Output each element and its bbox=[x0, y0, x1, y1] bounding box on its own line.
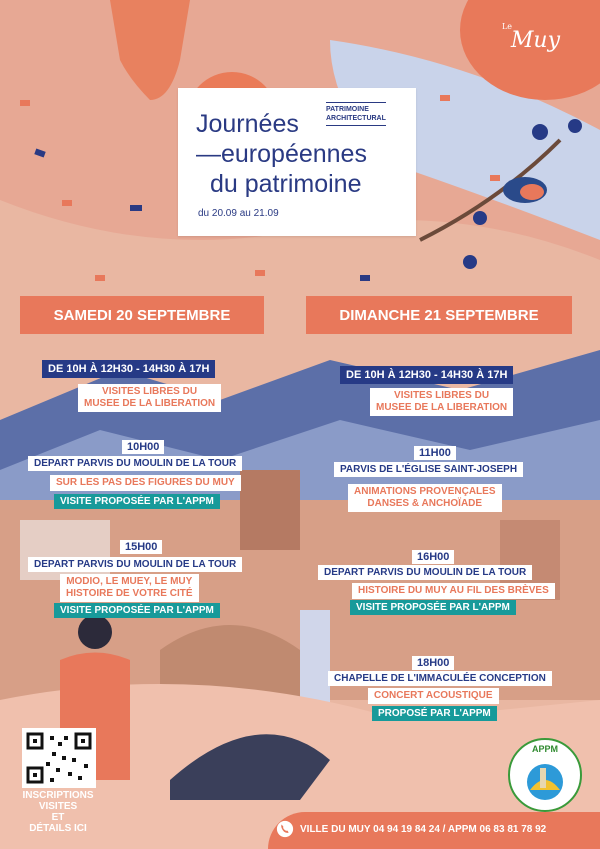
sunday-event3-time: 18H00 bbox=[412, 656, 454, 670]
sunday-event3-title: CONCERT ACOUSTIQUE bbox=[368, 688, 499, 704]
title-category: PATRIMOINE ARCHITECTURAL bbox=[326, 102, 386, 126]
sunday-event2-place: DEPART PARVIS DU MOULIN DE LA TOUR bbox=[318, 565, 532, 580]
phone-icon bbox=[276, 820, 294, 838]
sunday-event3-tag: PROPOSÉ PAR L'APPM bbox=[372, 706, 497, 721]
registration-text: INSCRIPTIONS VISITES ET DÉTAILS ICI bbox=[22, 790, 94, 834]
sunday-event3-place: CHAPELLE DE L'IMMACULÉE CONCEPTION bbox=[328, 671, 552, 686]
footer-contact: VILLE DU MUY 04 94 19 84 24 / APPM 06 83 81 78 92 bbox=[300, 824, 547, 835]
title-line-3: du patrimoine bbox=[210, 170, 362, 198]
sunday-event1-title: ANIMATIONS PROVENÇALES DANSES & ANCHOÏADE bbox=[348, 484, 502, 512]
saturday-heading: SAMEDI 20 SEPTEMBRE bbox=[20, 296, 264, 334]
saturday-event1-time: 10H00 bbox=[122, 440, 164, 454]
saturday-event2-tag: VISITE PROPOSÉE PAR L'APPM bbox=[54, 603, 220, 618]
saturday-event1-title: SUR LES PAS DES FIGURES DU MUY bbox=[50, 475, 241, 491]
title-dates: du 20.09 au 21.09 bbox=[198, 208, 279, 219]
saturday-event2-time: 15H00 bbox=[120, 540, 162, 554]
logo-text: Muy bbox=[510, 28, 560, 53]
title-card bbox=[178, 88, 416, 236]
saturday-hours: DE 10H À 12H30 - 14H30 À 17H bbox=[42, 360, 215, 378]
saturday-event2-place: DEPART PARVIS DU MOULIN DE LA TOUR bbox=[28, 557, 242, 572]
sunday-event1-place: PARVIS DE L'ÉGLISE SAINT-JOSEPH bbox=[334, 462, 523, 477]
appm-label: APPM bbox=[531, 744, 558, 754]
sunday-heading: DIMANCHE 21 SEPTEMBRE bbox=[306, 296, 572, 334]
logo-small-text: Le bbox=[501, 22, 512, 31]
sunday-hours: DE 10H À 12H30 - 14H30 À 17H bbox=[340, 366, 513, 384]
appm-emblem-icon bbox=[510, 740, 580, 810]
saturday-event1-place: DEPART PARVIS DU MOULIN DE LA TOUR bbox=[28, 456, 242, 471]
appm-logo bbox=[508, 738, 582, 812]
saturday-event1-tag: VISITE PROPOSÉE PAR L'APPM bbox=[54, 494, 220, 509]
title-line-1: Journées bbox=[196, 110, 299, 138]
saturday-free-visit: VISITES LIBRES DU MUSEE DE LA LIBERATION bbox=[78, 384, 221, 412]
sunday-event2-title: HISTOIRE DU MUY AU FIL DES BRÈVES bbox=[352, 583, 555, 599]
qr-code-icon[interactable] bbox=[22, 728, 96, 788]
sunday-event1-time: 11H00 bbox=[414, 446, 456, 460]
saturday-event2-title: MODIO, LE MUEY, LE MUY HISTOIRE DE VOTRE CITÉ bbox=[60, 574, 199, 602]
sunday-event2-time: 16H00 bbox=[412, 550, 454, 564]
sunday-free-visit: VISITES LIBRES DU MUSEE DE LA LIBERATION bbox=[370, 388, 513, 416]
sunday-event2-tag: VISITE PROPOSÉE PAR L'APPM bbox=[350, 600, 516, 615]
title-line-2: —européennes bbox=[196, 140, 367, 168]
